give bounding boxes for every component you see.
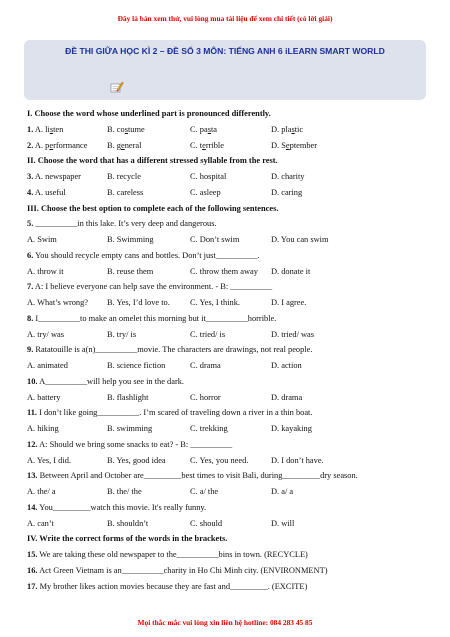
option-c: C. pasta	[190, 124, 217, 134]
question-number: 3.	[27, 172, 34, 181]
option-c: C. terrible	[190, 140, 224, 150]
option-d: D. action	[271, 361, 302, 370]
question-5-stem: 5. __________in this lake. It’s very deep and dangerous.	[27, 219, 217, 229]
option-b: B. Yes, good idea	[107, 455, 166, 465]
option-d: D. You can swim	[271, 235, 329, 244]
question-6-stem: 6. You should recycle empty cans and bottles. Don’t just__________.	[27, 250, 260, 260]
option-c: C. throw them away	[190, 266, 258, 276]
preview-banner: Đây là bản xem thử, vui lòng mua tài liệu để xem chi tiết (có lời giải)	[117, 14, 333, 23]
question-number: 2.	[27, 140, 34, 150]
option-b: B. careless	[107, 187, 144, 197]
option-c: C. Yes, I think.	[190, 298, 241, 307]
option-a: 1. A. listen	[27, 124, 64, 134]
option-c: C. trekking	[190, 424, 228, 433]
option-a: A. can’t	[27, 518, 54, 528]
option-a: A. battery	[27, 392, 61, 402]
option-c: C. asleep	[190, 187, 221, 197]
question-number: 13.	[27, 471, 38, 481]
question-4	[27, 185, 427, 201]
option-d: D. kayaking	[271, 424, 312, 433]
section-heading-2: II. Choose the word that has a different stressed syllable from the rest.	[27, 156, 278, 166]
option-d: D. a/ a	[271, 487, 294, 496]
question-8-stem: 8. I__________to make an omelet this morning but it__________horrible.	[27, 313, 277, 323]
option-c: C. horror	[190, 392, 221, 402]
question-10-options	[27, 390, 427, 406]
option-a: A. throw it	[27, 266, 64, 276]
question-number: 5.	[27, 219, 34, 229]
option-d: D. drama	[271, 392, 303, 402]
question-15: 15. We are taking these old newspaper to the__________bins in town. (RECYCLE)	[27, 550, 308, 559]
option-b: B. shouldn’t	[107, 518, 149, 528]
question-11-options	[27, 421, 427, 437]
option-b: B. general	[107, 140, 142, 150]
question-7-options	[27, 295, 427, 311]
section-heading-1: I. Choose the word whose underlined part is pronounced differently.	[27, 109, 271, 118]
option-b: B. science fiction	[107, 361, 166, 370]
question-number: 1.	[27, 124, 34, 134]
question-9-options	[27, 358, 427, 374]
question-17: 17. My brother likes action movies because they are fast and_________. (EXCITE)	[27, 581, 308, 591]
question-number: 7.	[27, 282, 34, 292]
option-d: D. tried/ was	[271, 329, 315, 339]
pencil-icon	[110, 80, 124, 94]
section-heading-3: III. Choose the best option to complete each of the following sentences.	[27, 203, 279, 213]
option-a: A. Swim	[27, 235, 57, 244]
title-box	[24, 40, 426, 100]
hotline-footer: Mọi thắc mắc vui lòng xin liên hệ hotline: 084 283 45 85	[137, 618, 313, 627]
option-a: 2. A. performance	[27, 140, 88, 150]
question-number: 8.	[27, 313, 34, 323]
option-c: C. Yes, you need.	[190, 455, 249, 465]
question-10-stem: 10. A__________will help you see in the dark.	[27, 376, 185, 386]
question-number: 14.	[27, 502, 38, 512]
option-d: D. charity	[271, 172, 305, 181]
option-c: C. Don’t swim	[190, 235, 240, 244]
question-14-options	[27, 516, 427, 532]
option-a: A. try/ was	[27, 329, 64, 339]
option-d: D. plastic	[271, 124, 304, 134]
option-a: A. animated	[27, 361, 68, 370]
option-b: B. Yes, I’d love to.	[107, 298, 170, 307]
question-2	[27, 138, 427, 154]
question-12-options	[27, 453, 427, 469]
question-number: 11.	[27, 408, 38, 418]
option-d: D. donate it	[271, 266, 311, 276]
option-c: C. drama	[190, 361, 221, 370]
option-c: C. tried/ is	[190, 329, 226, 339]
option-b: B. try/ is	[107, 329, 137, 339]
option-b: B. Swimming	[107, 235, 154, 244]
section-heading-4: IV. Write the correct forms of the words in the brackets.	[27, 534, 228, 544]
option-c: C. hospital	[190, 172, 227, 181]
question-number: 16.	[27, 565, 38, 575]
option-a: 4. A. useful	[27, 187, 66, 197]
option-d: D. September	[271, 140, 318, 150]
question-number: 12.	[27, 439, 38, 449]
option-d: D. caring	[271, 187, 303, 197]
option-a: 3. A. newspaper	[27, 172, 81, 181]
option-d: D. I don’t have.	[271, 455, 324, 465]
option-d: D. will	[271, 518, 295, 528]
option-a: A. hiking	[27, 424, 59, 433]
exam-content	[27, 106, 427, 594]
question-6-options	[27, 264, 427, 280]
question-number: 9.	[27, 345, 34, 355]
question-13-stem: 13. Between April and October are_________best times to visit Bali, during_________dry season.	[27, 471, 358, 481]
question-14-stem: 14. You_________watch this movie. It's really funny.	[27, 502, 207, 512]
question-12-stem: 12. A: Should we bring some snacks to eat? - B: __________	[27, 439, 233, 449]
question-number: 17.	[27, 581, 38, 591]
option-b: B. swimming	[107, 424, 153, 433]
option-c: C. a/ the	[190, 487, 219, 496]
option-b: B. the/ the	[107, 487, 142, 496]
question-7-stem: 7. A: I believe everyone can help save the environment. - B: __________	[27, 282, 273, 292]
option-c: C. should	[190, 518, 223, 528]
option-a: A. the/ a	[27, 487, 56, 496]
option-a: A. What’s wrong?	[27, 298, 89, 307]
option-b: B. recycle	[107, 172, 141, 181]
question-3	[27, 169, 427, 185]
option-b: B. flashlight	[107, 392, 149, 402]
option-a: A. Yes, I did.	[27, 455, 71, 465]
question-5-options	[27, 232, 427, 248]
option-b: B. costume	[107, 124, 145, 134]
question-16: 16. Act Green Vietnam is an__________charity in Ho Chi Minh city. (ENVIRONMENT)	[27, 565, 328, 575]
option-d: D. I agree.	[271, 298, 307, 307]
question-9-stem: 9. Ratatouille is a(n)__________movie. The characters are drawings, not real people.	[27, 345, 313, 355]
question-8-options	[27, 327, 427, 343]
question-number: 10.	[27, 376, 38, 386]
question-number: 15.	[27, 550, 38, 559]
question-1	[27, 122, 427, 138]
question-11-stem: 11. I don’t like going__________. I’m scared of traveling down a river in a thin boat.	[27, 408, 313, 418]
question-13-options	[27, 484, 427, 500]
question-number: 6.	[27, 250, 34, 260]
option-b: B. reuse them	[107, 266, 154, 276]
exam-title: ĐỀ THI GIỮA HỌC KÌ 2 – ĐỀ SỐ 3 MÔN: TIẾNG ANH 6 iLEARN SMART WORLD	[65, 46, 385, 56]
question-number: 4.	[27, 187, 34, 197]
